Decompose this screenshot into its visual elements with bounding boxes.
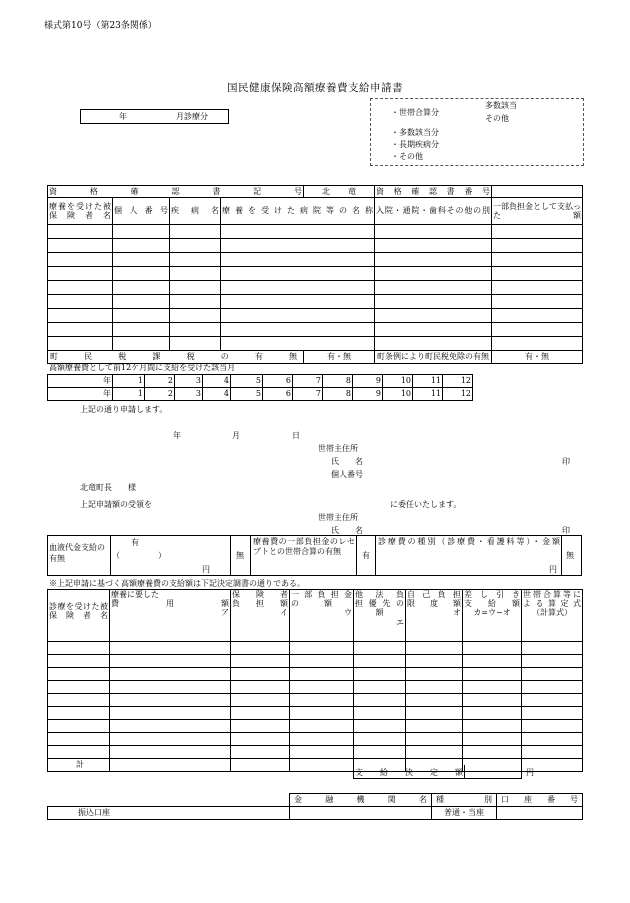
claim-row[interactable]	[48, 309, 583, 323]
name-label: 氏 名	[331, 457, 363, 466]
lh-other-e: エ	[396, 617, 404, 627]
tax-value[interactable]: 有・無	[304, 351, 375, 364]
decision-row[interactable]	[48, 746, 583, 759]
payment-value[interactable]	[465, 765, 522, 779]
header-byomei: 疾病名	[170, 198, 221, 225]
lh-diff2: 支給額	[464, 599, 520, 609]
bank-table	[47, 793, 583, 820]
category-sonota-sub: その他	[485, 114, 509, 123]
months-row-2	[48, 388, 473, 401]
header-hospital: 療養を受けた病院等の名称	[221, 198, 375, 225]
lh-calc1: 世帯合算等に	[523, 590, 581, 599]
total-label: 計	[48, 759, 110, 772]
header-bango: 資格確認書番号	[376, 186, 490, 196]
lh-part2: の額	[291, 599, 332, 609]
blood-yes[interactable]: 有	[131, 538, 139, 547]
lh-other3: 額	[375, 608, 384, 618]
month-11[interactable]: 11	[413, 375, 443, 388]
bank-header: 金融機関名	[290, 794, 432, 807]
receipt-label: 療養費の一部負担金のレセプトとの世帯合算の有無	[253, 537, 355, 557]
month-7[interactable]: 7	[293, 375, 323, 388]
delegation-end: に委任いたします。	[390, 500, 462, 509]
account-kind-value[interactable]: 普通・当座	[432, 807, 497, 820]
payment-yen: 円	[526, 768, 534, 777]
header-paid: 一部負担金として支払った額	[492, 198, 583, 225]
date-day: 日	[292, 431, 300, 440]
blood-paren-close: ）	[158, 551, 166, 560]
month-1[interactable]: 1	[113, 388, 145, 401]
month-11[interactable]: 11	[413, 388, 443, 401]
tax-label: 町民税課税の有無	[48, 351, 304, 364]
header-kojin: 個人番号	[113, 198, 170, 225]
lh-patient: 診療を受けた被保険者名	[48, 590, 110, 642]
month-9[interactable]: 9	[353, 388, 383, 401]
past12-label: 高額療養費として前12ケ月間に支給を受けた該当月	[49, 363, 236, 372]
month-1[interactable]: 1	[113, 375, 145, 388]
blood-yen: 円	[202, 565, 210, 574]
seal-mark-2: 印	[562, 526, 570, 535]
month-3[interactable]: 3	[175, 375, 203, 388]
claim-row[interactable]	[48, 323, 583, 337]
seal-mark: 印	[562, 457, 570, 466]
decision-row[interactable]	[48, 668, 583, 681]
header-shikaku: 資格確認書記号	[49, 186, 302, 196]
months-row-1	[48, 375, 473, 388]
blood-label: 血液代金支給の有無	[49, 543, 105, 563]
lh-ins-i: イ	[280, 608, 288, 618]
decision-row[interactable]	[48, 642, 583, 655]
claim-row[interactable]	[48, 225, 583, 239]
lh-cost1: 療養に要した	[111, 590, 159, 599]
decision-table	[47, 589, 583, 772]
lh-part-u: ウ	[344, 608, 352, 618]
decision-row[interactable]	[48, 733, 583, 746]
kind-no[interactable]: 無	[566, 551, 574, 560]
lh-diff1: 差し引き	[464, 590, 520, 599]
month-7[interactable]: 7	[293, 388, 323, 401]
claim-row[interactable]	[48, 281, 583, 295]
mayor-address: 北竜町長 様	[80, 483, 136, 492]
date-month: 月	[232, 431, 240, 440]
decision-row[interactable]	[48, 720, 583, 733]
lh-other1: 他法負	[355, 590, 404, 599]
lh-ins1: 保険者	[232, 590, 288, 599]
diagnosis-year: 年	[119, 112, 127, 121]
month-6[interactable]: 6	[263, 388, 293, 401]
month-5[interactable]: 5	[231, 388, 263, 401]
date-year: 年	[173, 431, 181, 440]
lh-self-o: オ	[453, 608, 461, 618]
month-9[interactable]: 9	[353, 375, 383, 388]
kind-yen: 円	[549, 565, 557, 574]
blood-paren-open: （	[112, 551, 120, 560]
transfer-label: 振込口座	[48, 807, 290, 820]
lh-self2: 限度額	[407, 599, 461, 609]
months-table	[47, 374, 473, 401]
month-2[interactable]: 2	[145, 375, 175, 388]
claim-row[interactable]	[48, 267, 583, 281]
decision-row[interactable]	[48, 707, 583, 720]
year-cell[interactable]: 年	[48, 375, 113, 388]
name-label-2: 氏 名	[331, 526, 363, 535]
lh-other2: 担優先の	[355, 599, 404, 609]
month-10[interactable]: 10	[383, 375, 413, 388]
delegation-text: 上記申請額の受領を	[80, 500, 152, 509]
payment-label: 支給決定額	[355, 768, 463, 777]
claim-table	[47, 185, 583, 364]
month-3[interactable]: 3	[175, 388, 203, 401]
decision-row[interactable]	[48, 694, 583, 707]
category-box	[370, 98, 584, 166]
header-hokuryu: 北 竜	[304, 186, 375, 198]
address-label: 世帯主住所	[318, 444, 358, 453]
lh-calc3: （計算式）	[532, 608, 572, 618]
form-title: 国民健康保険高額療養費支給申請書	[227, 82, 403, 94]
lh-cost2: 費用額	[111, 599, 229, 609]
diagnosis-period-box	[80, 109, 229, 124]
month-2[interactable]: 2	[145, 388, 175, 401]
blood-no[interactable]: 無	[236, 551, 244, 560]
month-8[interactable]: 8	[323, 375, 353, 388]
account-header: 口座番号	[497, 794, 583, 807]
category-tasu-gaito: 多数該当	[485, 101, 517, 110]
category-setai-gassan: ・世帯合算分	[391, 108, 439, 117]
month-4[interactable]: 4	[203, 375, 231, 388]
diagnosis-month: 月診療分	[176, 112, 208, 121]
lh-part1: 一部負担金	[291, 590, 352, 599]
month-12[interactable]: 12	[443, 388, 473, 401]
bank-name-value[interactable]	[290, 807, 432, 820]
lh-cost-a: ア	[221, 608, 229, 618]
kind-label: 診療費の種別（診療費・看護料等）・金額	[378, 537, 560, 546]
kojin-label: 個人番号	[331, 470, 363, 479]
form-number: 様式第10号（第23条関係）	[44, 21, 157, 31]
decision-row[interactable]	[48, 681, 583, 694]
claim-row[interactable]	[48, 337, 583, 351]
claim-row[interactable]	[48, 253, 583, 267]
decision-note: ※上記申請に基づく高額療養費の支給額は下記決定調書の通りである。	[49, 579, 305, 588]
lh-diff3: カ=ウ−オ	[473, 608, 511, 618]
month-10[interactable]: 10	[383, 388, 413, 401]
month-8[interactable]: 8	[323, 388, 353, 401]
kind-header: 種別	[432, 794, 497, 807]
lh-calc2: よる算定式	[523, 599, 581, 609]
lh-ins2: 負担額	[232, 599, 288, 609]
bango-value[interactable]	[492, 186, 583, 198]
decision-row[interactable]	[48, 655, 583, 668]
exempt-label: 町条例により町民税免除の有無	[375, 351, 492, 364]
category-tasu-gaitobun: ・多数該当分	[391, 128, 439, 137]
lh-self1: 自己負担	[407, 590, 461, 599]
receipt-yes[interactable]: 有	[362, 551, 370, 560]
month-12[interactable]: 12	[443, 375, 473, 388]
category-sonota: ・その他	[391, 152, 423, 161]
claim-row[interactable]	[48, 295, 583, 309]
month-6[interactable]: 6	[263, 375, 293, 388]
header-type: 入院・通院・歯科その他の別	[375, 198, 492, 225]
application-statement: 上記の通り申請します。	[80, 405, 168, 414]
claim-row[interactable]	[48, 239, 583, 253]
month-5[interactable]: 5	[231, 375, 263, 388]
year-cell[interactable]: 年	[48, 388, 113, 401]
header-patient: 療養を受けた被保険者名	[48, 198, 113, 225]
account-number-value[interactable]	[497, 807, 583, 820]
month-4[interactable]: 4	[203, 388, 231, 401]
address-label-2: 世帯主住所	[318, 513, 358, 522]
exempt-value[interactable]: 有・無	[492, 351, 583, 364]
category-choki: ・長期疾病分	[391, 140, 439, 149]
